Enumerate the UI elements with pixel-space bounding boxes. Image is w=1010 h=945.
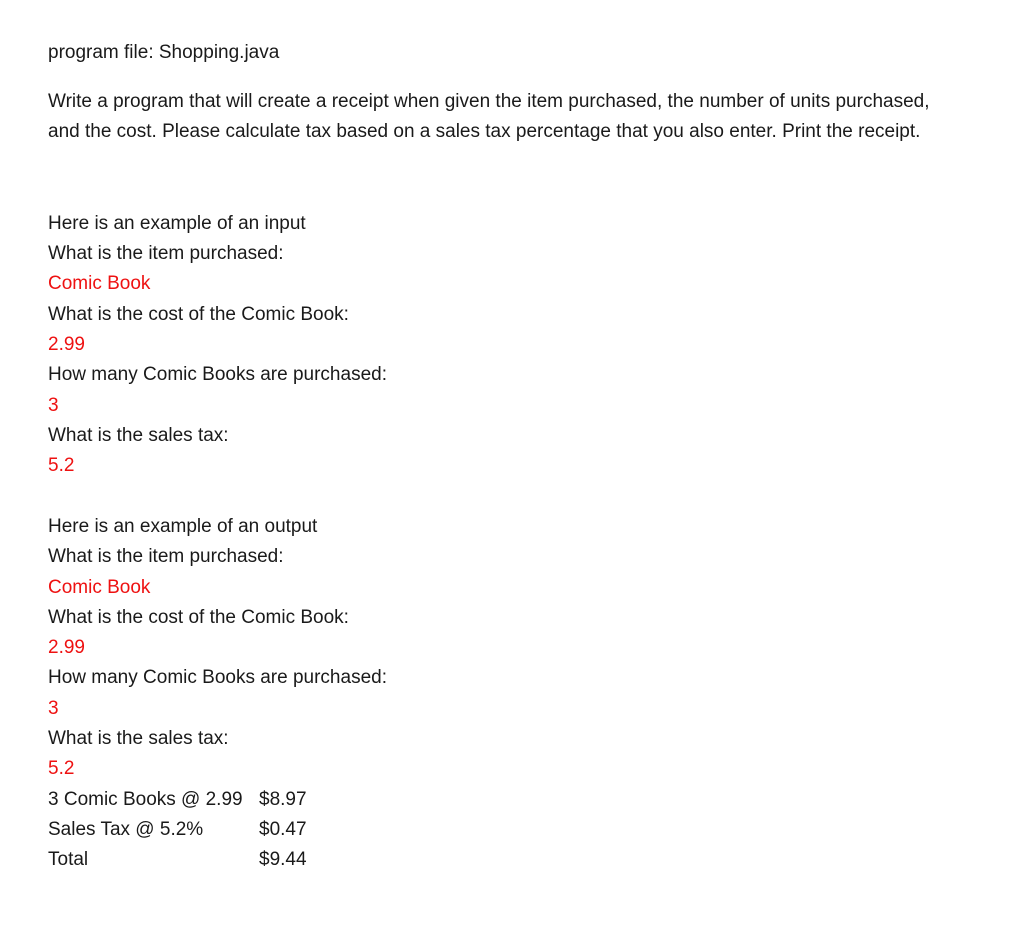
- receipt-value: $0.47: [259, 819, 307, 840]
- receipt-label: Total: [48, 849, 89, 870]
- instructions-paragraph: Write a program that will create a receipt when given the item purchased, the number of units purchased, and the cost. Please calculate tax based on a sales tax percentage that you also enter. Print the receipt.: [48, 91, 930, 142]
- input-question-cost: What is the cost of the Comic Book:: [48, 304, 349, 325]
- input-example-heading: Here is an example of an input: [48, 213, 306, 234]
- receipt-label: 3 Comic Books @ 2.99: [48, 789, 243, 810]
- output-answer-count: 3: [48, 698, 59, 719]
- input-question-item: What is the item purchased:: [48, 243, 284, 264]
- output-question-cost: What is the cost of the Comic Book:: [48, 607, 349, 628]
- input-answer-count: 3: [48, 395, 59, 416]
- input-question-tax: What is the sales tax:: [48, 425, 229, 446]
- input-answer-item: Comic Book: [48, 273, 151, 294]
- output-question-item: What is the item purchased:: [48, 546, 284, 567]
- output-question-tax: What is the sales tax:: [48, 728, 229, 749]
- input-answer-cost: 2.99: [48, 334, 85, 355]
- receipt-value: $9.44: [259, 849, 307, 870]
- receipt-value: $8.97: [259, 789, 307, 810]
- output-answer-cost: 2.99: [48, 637, 85, 658]
- input-question-count: How many Comic Books are purchased:: [48, 364, 387, 385]
- output-answer-item: Comic Book: [48, 577, 151, 598]
- program-file-title: program file: Shopping.java: [48, 42, 280, 63]
- output-example-heading: Here is an example of an output: [48, 516, 318, 537]
- input-answer-tax: 5.2: [48, 455, 75, 476]
- output-answer-tax: 5.2: [48, 758, 75, 779]
- receipt-label: Sales Tax @ 5.2%: [48, 819, 204, 840]
- output-question-count: How many Comic Books are purchased:: [48, 667, 387, 688]
